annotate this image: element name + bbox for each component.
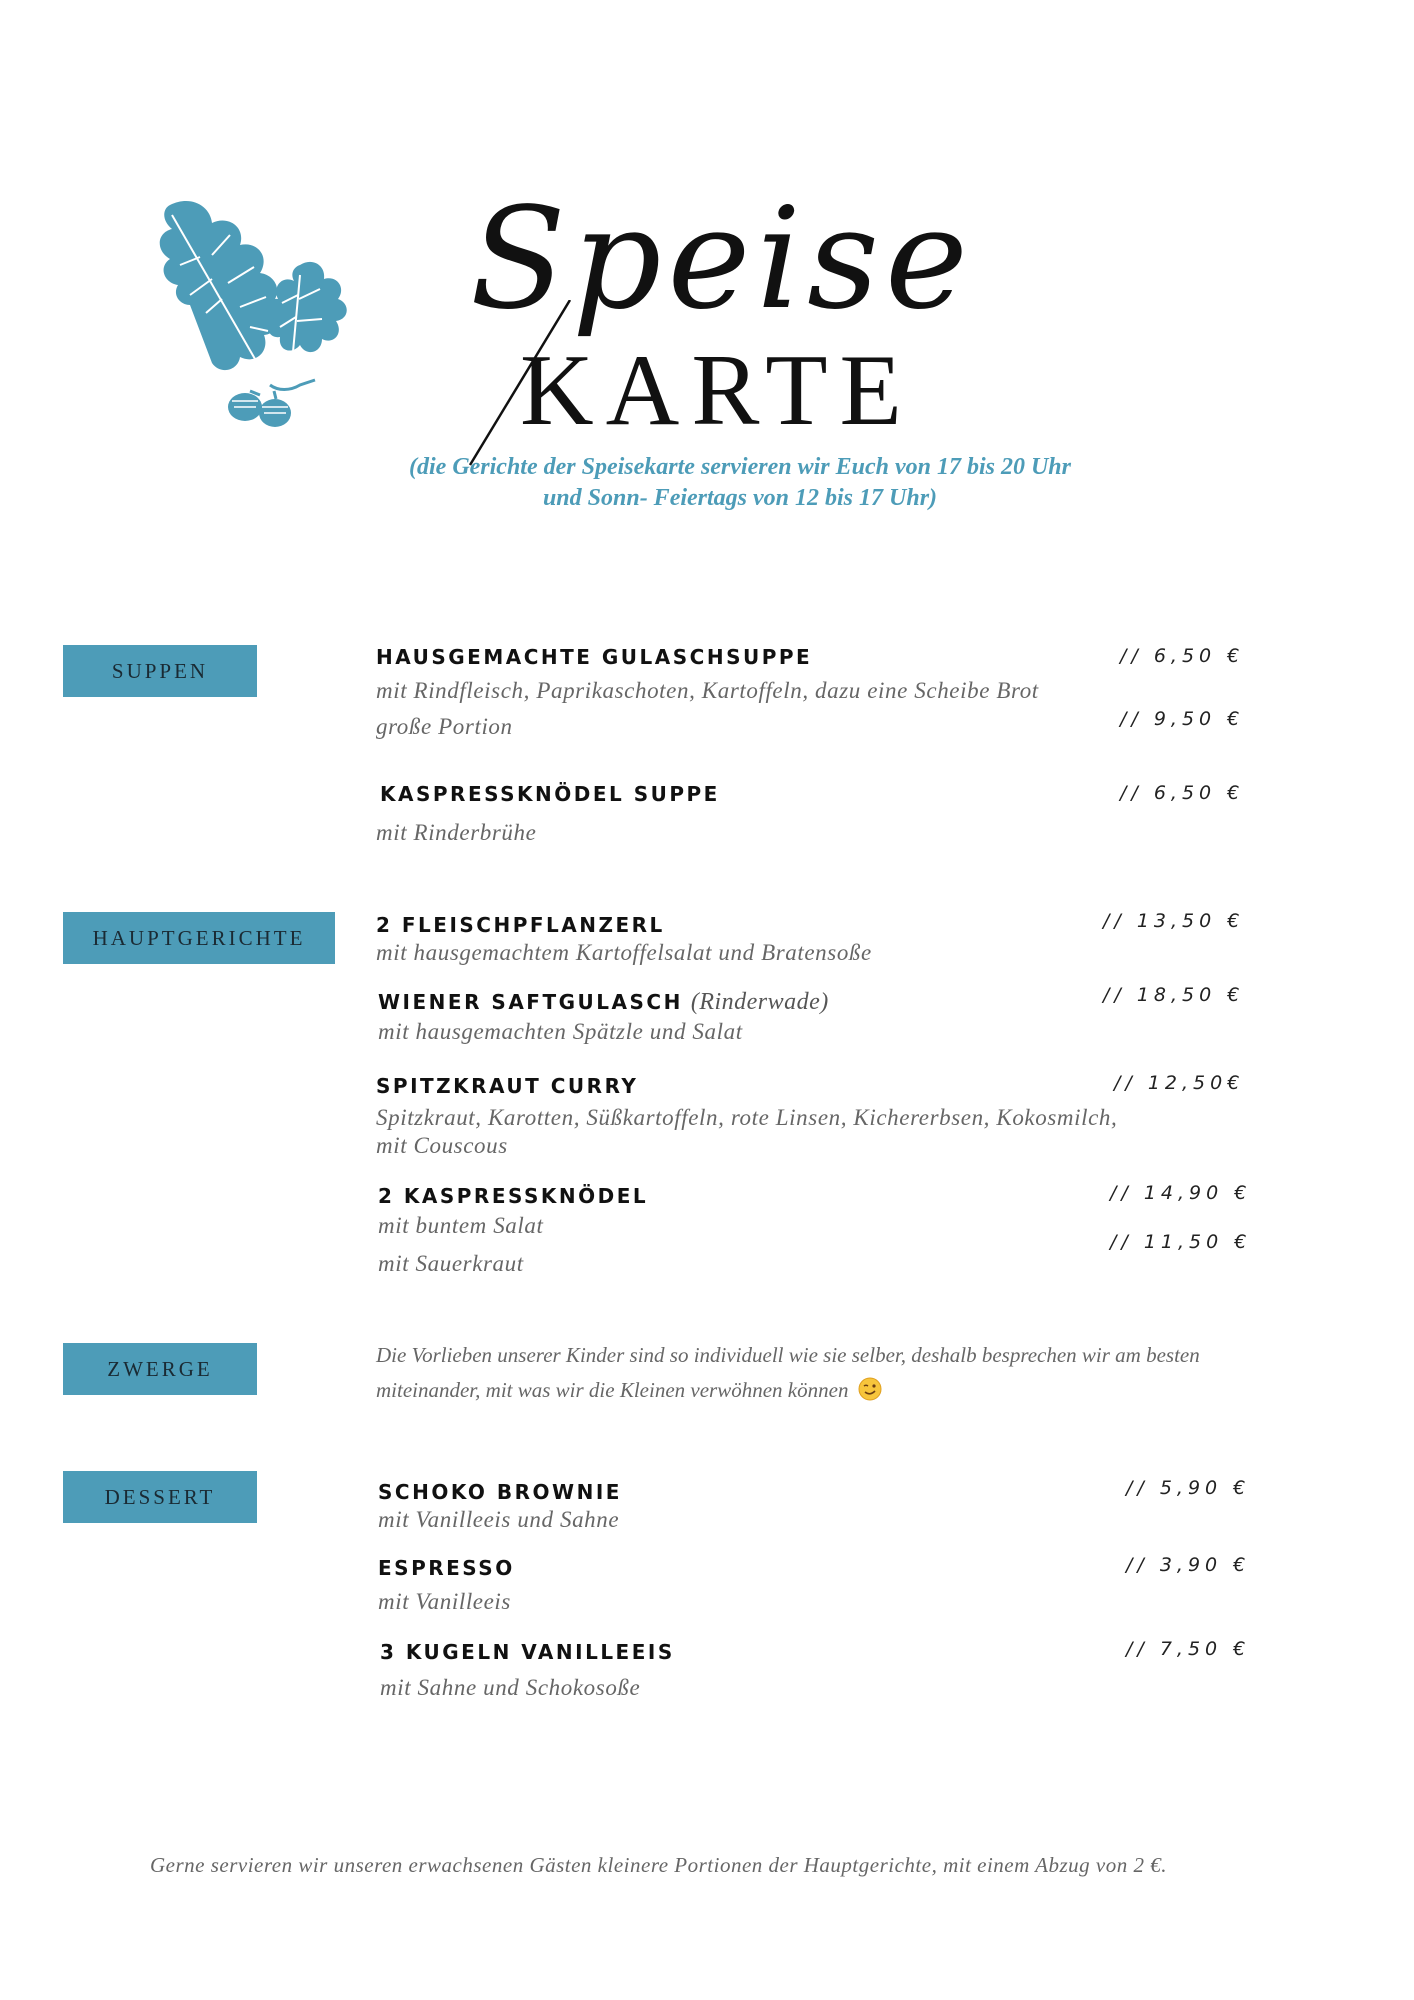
dish-name-kaspressknoedel-suppe: KASPRESSKNÖDEL SUPPE [380, 782, 720, 806]
dish-desc-gulaschsuppe: mit Rindfleisch, Paprikaschoten, Kartoffeln, dazu eine Scheibe Brot [376, 678, 1039, 703]
dish-name-gulaschsuppe: HAUSGEMACHTE GULASCHSUPPE [376, 645, 813, 669]
zwerge-description [376, 1338, 1256, 1408]
dish-name-spitzkraut-curry: SPITZKRAUT CURRY [376, 1074, 639, 1098]
dish-desc-kaspressknoedel-suppe: mit Rinderbrühe [376, 820, 537, 845]
dish-desc-wiener-saftgulasch: mit hausgemachten Spätzle und Salat [378, 1019, 743, 1044]
dish-name-espresso: ESPRESSO [378, 1556, 515, 1580]
dish-desc-spitzkraut-curry-2: mit Couscous [376, 1133, 508, 1158]
dish-name-fleischpflanzerl: 2 FLEISCHPFLANZERL [376, 913, 665, 937]
dish-desc-kugeln-vanilleeis: mit Sahne und Schokosoße [380, 1675, 641, 1700]
price-fleischpflanzerl: // 13,50 € [1103, 910, 1245, 932]
dish-name-kugeln-vanilleeis: 3 KUGELN VANILLEEIS [380, 1640, 675, 1664]
dish-desc-fleischpflanzerl: mit hausgemachtem Kartoffelsalat und Bratensoße [376, 940, 872, 965]
price-wiener-saftgulasch: // 18,50 € [1103, 984, 1245, 1006]
price-schoko-brownie: // 5,90 € [1126, 1477, 1251, 1499]
zwerge-text: Die Vorlieben unserer Kinder sind so individuell wie sie selber, deshalb besprechen wir am besten miteinander, mit was wir die Kleinen verwöhnen können [376, 1343, 1200, 1402]
dish-desc-kaspressknoedel-salat: mit buntem Salat [378, 1213, 544, 1238]
subtitle-line-1: (die Gerichte der Speisekarte servieren wir Euch von 17 bis 20 Uhr [409, 454, 1071, 480]
title-script: Speise [470, 178, 974, 341]
dish-desc-schoko-brownie: mit Vanilleeis und Sahne [378, 1507, 620, 1532]
section-label-zwerge: ZWERGE [63, 1343, 257, 1395]
section-label-suppen: SUPPEN [63, 645, 257, 697]
dish-name-wiener-saftgulasch [378, 989, 829, 1016]
oak-leaf-logo-icon [150, 195, 380, 435]
dish-desc-espresso: mit Vanilleeis [378, 1589, 511, 1614]
serving-hours-note [300, 452, 1180, 514]
subtitle-line-2: und Sonn- Feiertags von 12 bis 17 Uhr) [542, 485, 938, 511]
dish-name-schoko-brownie: SCHOKO BROWNIE [378, 1480, 622, 1504]
price-kaspressknoedel-sauerkraut: // 11,50 € [1110, 1231, 1252, 1253]
dish-desc-kaspressknoedel-sauerkraut: mit Sauerkraut [378, 1251, 524, 1276]
title-main: KARTE [520, 334, 914, 447]
price-espresso: // 3,90 € [1126, 1554, 1251, 1576]
price-kaspressknoedel-suppe: // 6,50 € [1120, 782, 1245, 804]
price-kugeln-vanilleeis: // 7,50 € [1126, 1638, 1251, 1660]
price-gulaschsuppe-large: // 9,50 € [1120, 708, 1245, 730]
section-label-dessert: DESSERT [63, 1471, 257, 1523]
dish-desc-gulaschsuppe-large: große Portion [376, 714, 513, 739]
dish-note-rinderwade: (Rinderwade) [690, 989, 829, 1015]
dish-name-wiener-saftgulasch-text: WIENER SAFTGULASCH [378, 990, 683, 1014]
price-kaspressknoedel-salat: // 14,90 € [1110, 1182, 1252, 1204]
price-spitzkraut-curry: // 12,50€ [1114, 1072, 1245, 1094]
section-label-hauptgerichte: HAUPTGERICHTE [63, 912, 335, 964]
dish-desc-spitzkraut-curry: Spitzkraut, Karotten, Süßkartoffeln, rote Linsen, Kichererbsen, Kokosmilch, [376, 1105, 1118, 1130]
dish-name-kaspressknoedel: 2 KASPRESSKNÖDEL [378, 1184, 649, 1208]
footer-note: Gerne servieren wir unseren erwachsenen Gästen kleinere Portionen der Hauptgerichte, mit einem Abzug von 2 €. [150, 1853, 1167, 1877]
price-gulaschsuppe: // 6,50 € [1120, 645, 1245, 667]
winking-face-icon [858, 1377, 882, 1401]
